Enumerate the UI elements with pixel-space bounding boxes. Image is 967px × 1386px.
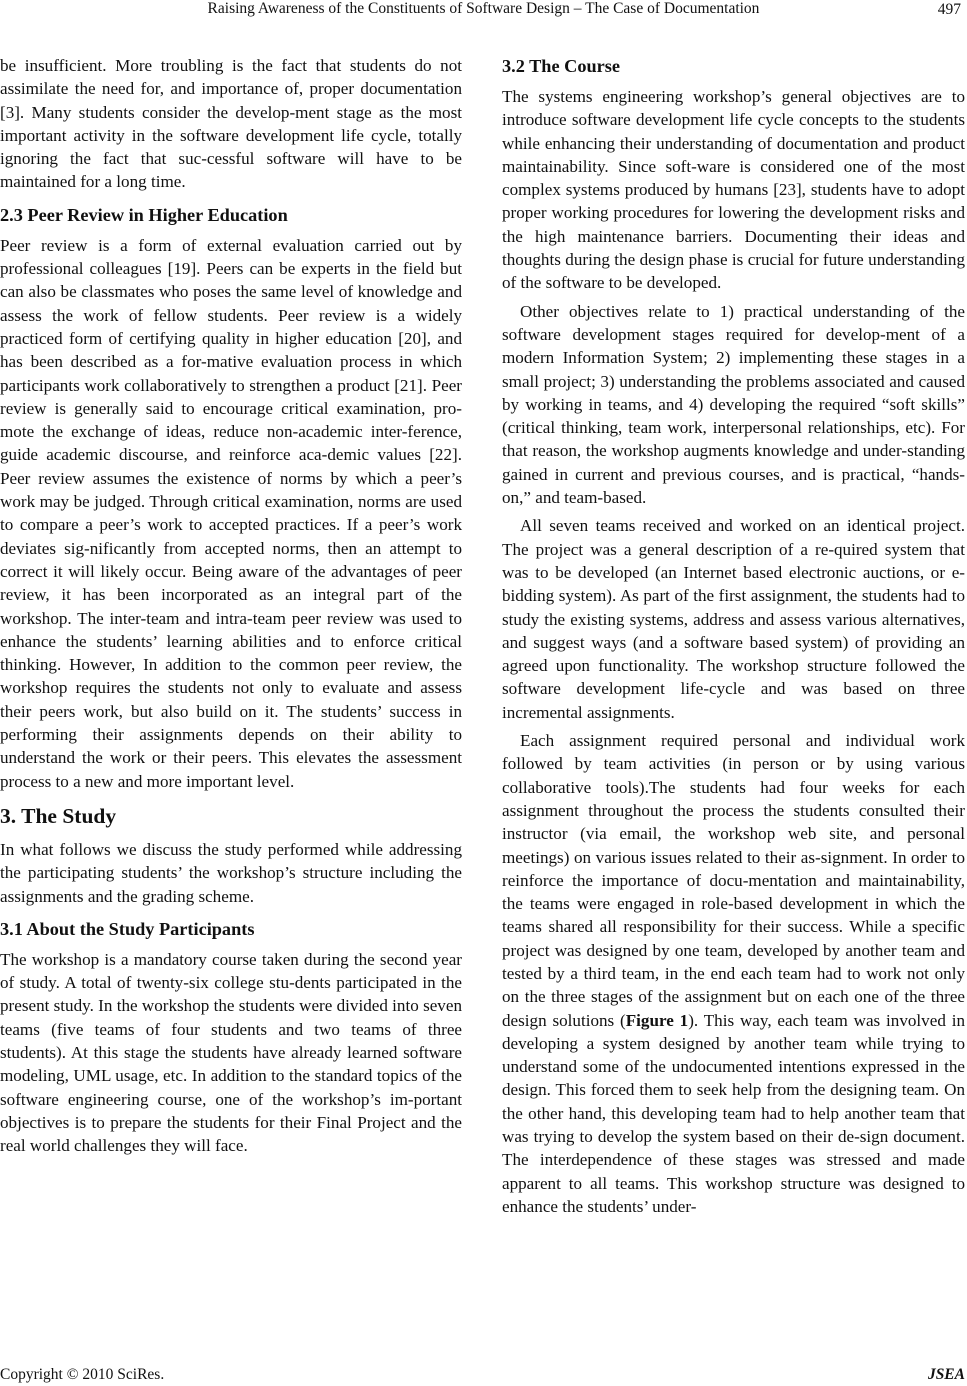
- paragraph: The workshop is a mandatory course taken during the second year of study. A total of twenty-six college stu-dents participated in the present study. In the workshop the students were divided into seven teams (five teams of four students and two teams of three students). At this stage the students have already learned software modeling, UML usage, etc. In addition to the standard topics of the software engineering course, one of the workshop’s im-portant objectives is to prepare the students for their Final Project and the real world challenges they will face.: [0, 949, 462, 1156]
- page-footer: [0, 1366, 967, 1386]
- running-title: Raising Awareness of the Constituents of Software Design – The Case of Documentation: [207, 0, 760, 17]
- paragraph: All seven teams received and worked on an identical project. The project was a general description of a re-quired system that was to be developed (an Internet based electronic auctions, or e-bidding system). As part of the first assignment, the students had to study the existing systems, address and assess various alternatives, and suggest ways (and a software based system) of providing an agreed upon functionality. The workshop structure followed the software development life-cycle and was based on three incremental assignments.: [502, 516, 965, 722]
- journal-abbreviation: JSEA: [927, 1366, 965, 1383]
- page-header: [0, 0, 967, 22]
- figure-reference[interactable]: Figure 1: [625, 1010, 689, 1030]
- paragraph: be insufficient. More troubling is the fact that students do not assimilate the need for, and importance of, proper documentation [3]. Many students consider the develop-ment stage as the most important activity in the software development life cycle, totally ignoring the fact that suc-cessful software will have to be maintained for a long time.: [0, 56, 462, 192]
- section-heading-2-3: 2.3 Peer Review in Higher Education: [0, 204, 288, 225]
- paragraph-text: Each assignment required personal and individual work followed by team activities (in person or by using various collaborative tools).The students had four weeks for each assignment throughout the process the students consulted their instructor (via email, the workshop web site, and personal meetings) on various issues related to their as-signment. In order to reinforce the importance of docu-mentation and maintainability, the teams were engaged in role-based development in which the teams shared all responsibility for their success. While a specific project was designed by one team, developed by another team and tested by a third team, in the end each team had to work not only on the three stages of the assignment but on each one of the three design solutions (: [502, 731, 965, 1030]
- paragraph: Other objectives relate to 1) practical understanding of the software development stages required for develop-ment of a modern Information System; 2) implementing these stages in a small project; 3) understanding the problems associated and caused by working in teams, and 4) developing the required “soft skills” (critical thinking, team work, interpersonal relationships, etc). For that reason, the workshop augments knowledge and under-standing gained in current and previous courses, and is practical, “hands-on,” and team-based.: [502, 301, 965, 508]
- right-column: [502, 54, 965, 1223]
- paragraph: Peer review is a form of external evaluation carried out by professional colleagues [19]. Peers can be experts in the field but can also be classmates who poses the same level of knowledge and assess the work of fellow students. Peer review is a widely practiced form of certifying quality in higher education [20], and has been described as a for-mative evaluation process in which participants work collaboratively to strengthen a product [21]. Peer review is generally said to encourage critical examination, pro-mote the exchange of ideas, reduce non-academic inter-ference, guide academic discourse, and reinforce aca-demic values [22]. Peer review assumes the existence of norms by which a peer’s work may be judged. Through critical examination, norms are used to compare a peer’s work to accepted practices. If a peer’s work deviates sig-nificantly from accepted norms, then an attempt to correct it will likely occur. Being aware of the advantages of peer review, it has been incorporated as an integral part of the workshop. The inter-team and intra-team peer review was used to enhance the students’ learning abilities and to enforce critical thinking. However, In addition to the common peer review, the workshop requires the students not only to evaluate and assess their peers work, but also build on it. The students’ success in performing their assignments depends on their ability to understand the work or their peers. This elevates the assessment process to a new and more important level.: [0, 235, 462, 791]
- paragraph: In what follows we discuss the study performed while addressing the participating students’ the workshop’s structure including the assignments and the grading scheme.: [0, 839, 462, 906]
- left-column: [0, 54, 462, 1162]
- copyright-notice: Copyright © 2010 SciRes.: [0, 1366, 165, 1383]
- section-heading-3-1: 3.1 About the Study Participants: [0, 918, 255, 939]
- section-heading-3-2: 3.2 The Course: [502, 56, 620, 76]
- paragraph: The systems engineering workshop’s general objectives are to introduce software development life cycle concepts to the students while enhancing their understanding of documentation and product maintainability. Since soft-ware is considered one of the most complex systems produced by humans [23], students have to adopt proper working procedures for lowering the development risks and the high maintenance barriers. Documenting their ideas and thoughts during the design phase is crucial for future understanding of the software to be developed.: [502, 87, 965, 293]
- page-number: 497: [937, 1, 961, 18]
- paragraph-text: ). This way, each team was involved in developing a system designed by another team while trying to understand some of the undocumented intentions expressed in the design. This forced them to seek help from the designing team. On the other hand, this developing team had to help another team that was trying to develop the system based on their de-sign document. The interdependence of these stages was stressed and made apparent to all teams. This workshop structure was designed to enhance the students’ under-: [502, 1010, 965, 1216]
- section-heading-3: 3. The Study: [0, 803, 117, 828]
- paragraph: [502, 729, 965, 1218]
